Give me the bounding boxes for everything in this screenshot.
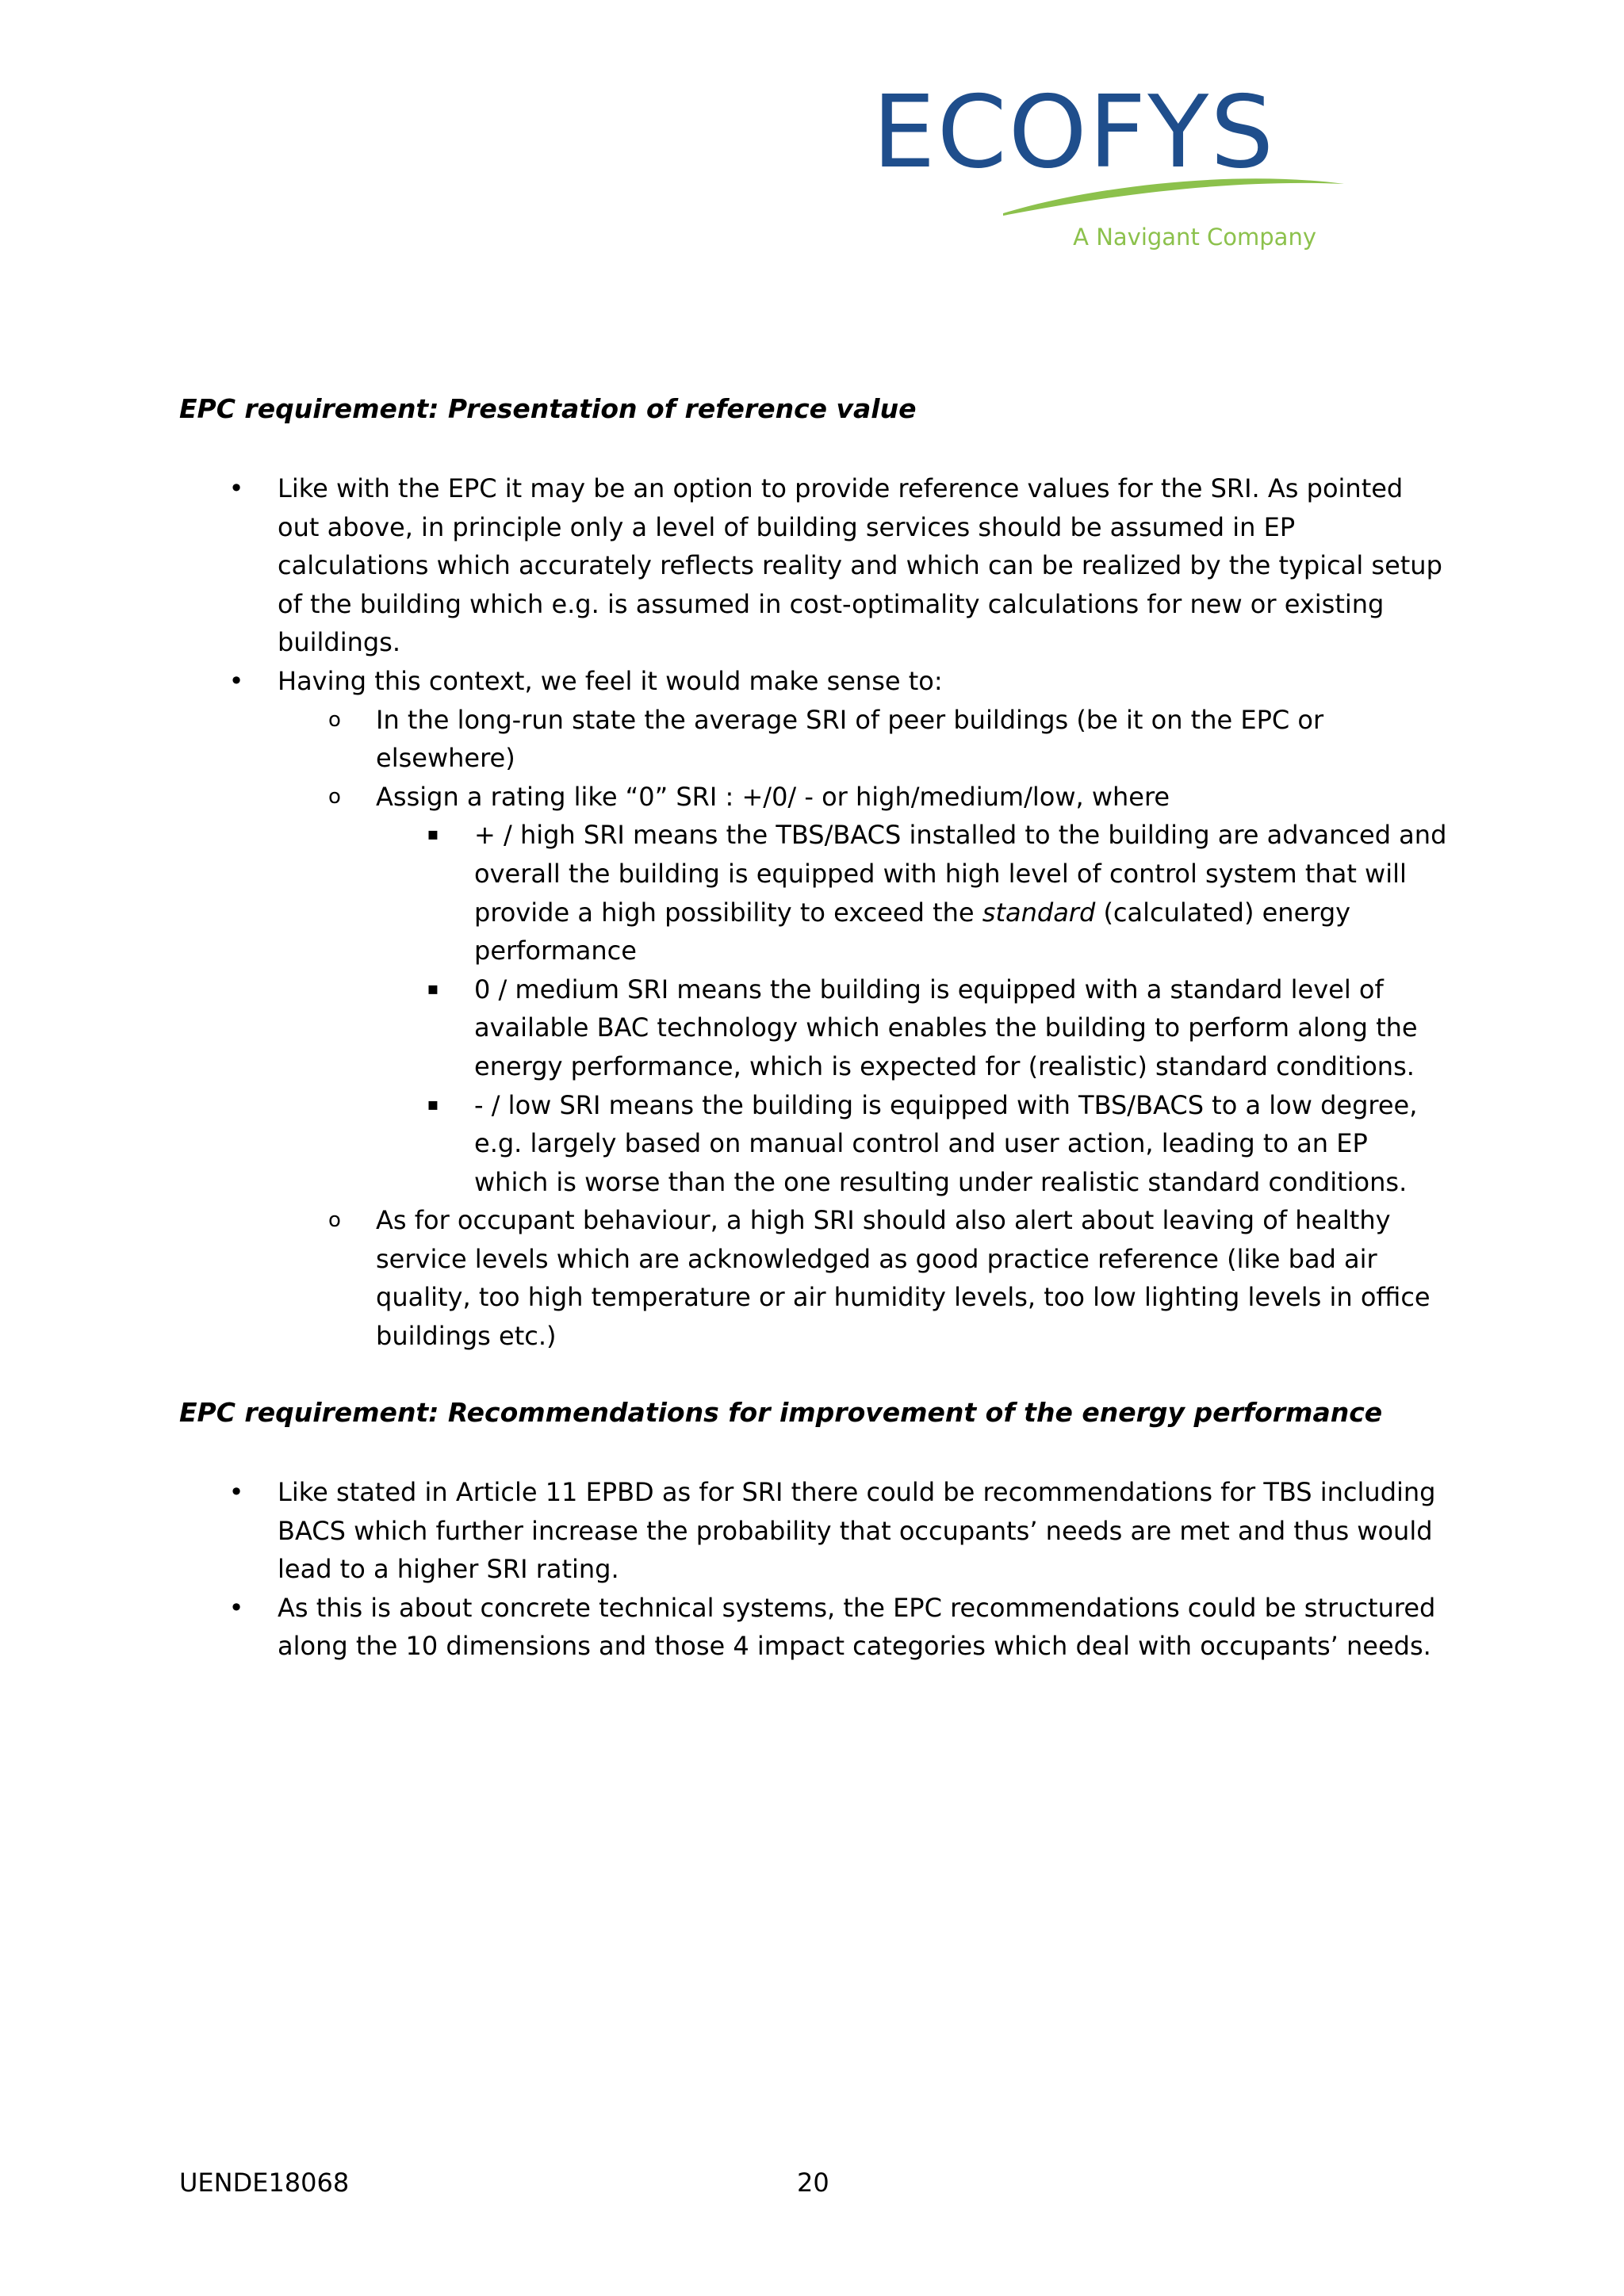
list-item-emphasis: standard [982,897,1096,928]
bullet-icon: • [228,1477,244,1507]
list-item [179,469,1448,662]
list-item-text: Like stated in Article 11 EPBD as for SRI there could be recommendations for TBS including BACS which further increase the probability that occupants’ needs are met and thus would lead to a higher SRI rating. [278,1477,1436,1585]
bullet-icon: • [228,1592,244,1623]
list-item [179,816,1448,970]
list-item [179,778,1448,817]
square-bullet-icon: ▪ [427,825,439,845]
list-item [179,970,1448,1086]
ecofys-logo [872,74,1316,265]
section-heading-reference-value: EPC requirement: Presentation of reference value [179,393,917,424]
list-item-text: + / high SRI means the TBS/BACS installed to the building are advanced and overall the building is equipped with high level of control system that will provide a high possibility to exceed the [474,820,1447,928]
bullet-icon: • [228,665,244,696]
logo-wordmark: ECOFYS [872,74,1276,190]
list-item-text-end: (calculated) energy performance [474,897,1351,966]
list-item [179,1086,1448,1202]
list-item-text: In the long-run state the average SRI of peer buildings (be it on the EPC or elsewhere) [376,704,1324,774]
list-item-text: As this is about concrete technical systems, the EPC recommendations could be structured along the 10 dimensions and those 4 impact categories which deal with occupants’ needs. [278,1592,1436,1662]
section-heading-recommendations: EPC requirement: Recommendations for improvement of the energy performance [179,1397,1383,1428]
recommendations-list [179,1473,1448,1666]
list-item [179,1201,1448,1355]
logo-swoosh-icon [999,170,1348,217]
circle-bullet-icon: o [328,707,341,732]
list-item-text: Assign a rating like “0” SRI : +/0/ - or high/medium/low, where [376,781,1170,812]
circle-bullet-icon: o [328,1208,341,1233]
footer-document-id: UENDE18068 [179,2168,350,2198]
list-item-text: Like with the EPC it may be an option to provide reference values for the SRI. As pointed out above, in principle only a level of building services should be assumed in EP calculations which accurately reflects reality and which can be realized by the typical setup of the building which e.g. is assumed in cost-optimality calculations for new or existing buildings. [278,473,1442,658]
bullet-icon: • [228,473,244,503]
square-bullet-icon: ▪ [427,1094,439,1115]
list-item-text: 0 / medium SRI means the building is equipped with a standard level of available BAC technology which enables the building to perform along the energy performance, which is expected for (realistic) standard conditions. [474,974,1418,1081]
list-item-text: As for occupant behaviour, a high SRI should also alert about leaving of healthy service levels which are acknowledged as good practice reference (like bad air quality, too high temperature or air humidity levels, too low lighting levels in office buildings etc.) [376,1205,1431,1352]
list-item [179,1473,1448,1589]
square-bullet-icon: ▪ [427,978,439,999]
list-item-text: Having this context, we feel it would make sense to: [278,665,943,696]
footer-page-number: 20 [797,2168,829,2198]
list-item [179,662,1448,701]
list-item [179,1589,1448,1666]
circle-bullet-icon: o [328,784,341,809]
list-item [179,701,1448,778]
list-item-text: - / low SRI means the building is equipped with TBS/BACS to a low degree, e.g. largely based on manual control and user action, leading to an EP which is worse than the one resulting under realistic standard conditions. [474,1089,1418,1197]
reference-value-list [179,469,1448,1356]
logo-tagline: A Navigant Company [1073,224,1316,251]
